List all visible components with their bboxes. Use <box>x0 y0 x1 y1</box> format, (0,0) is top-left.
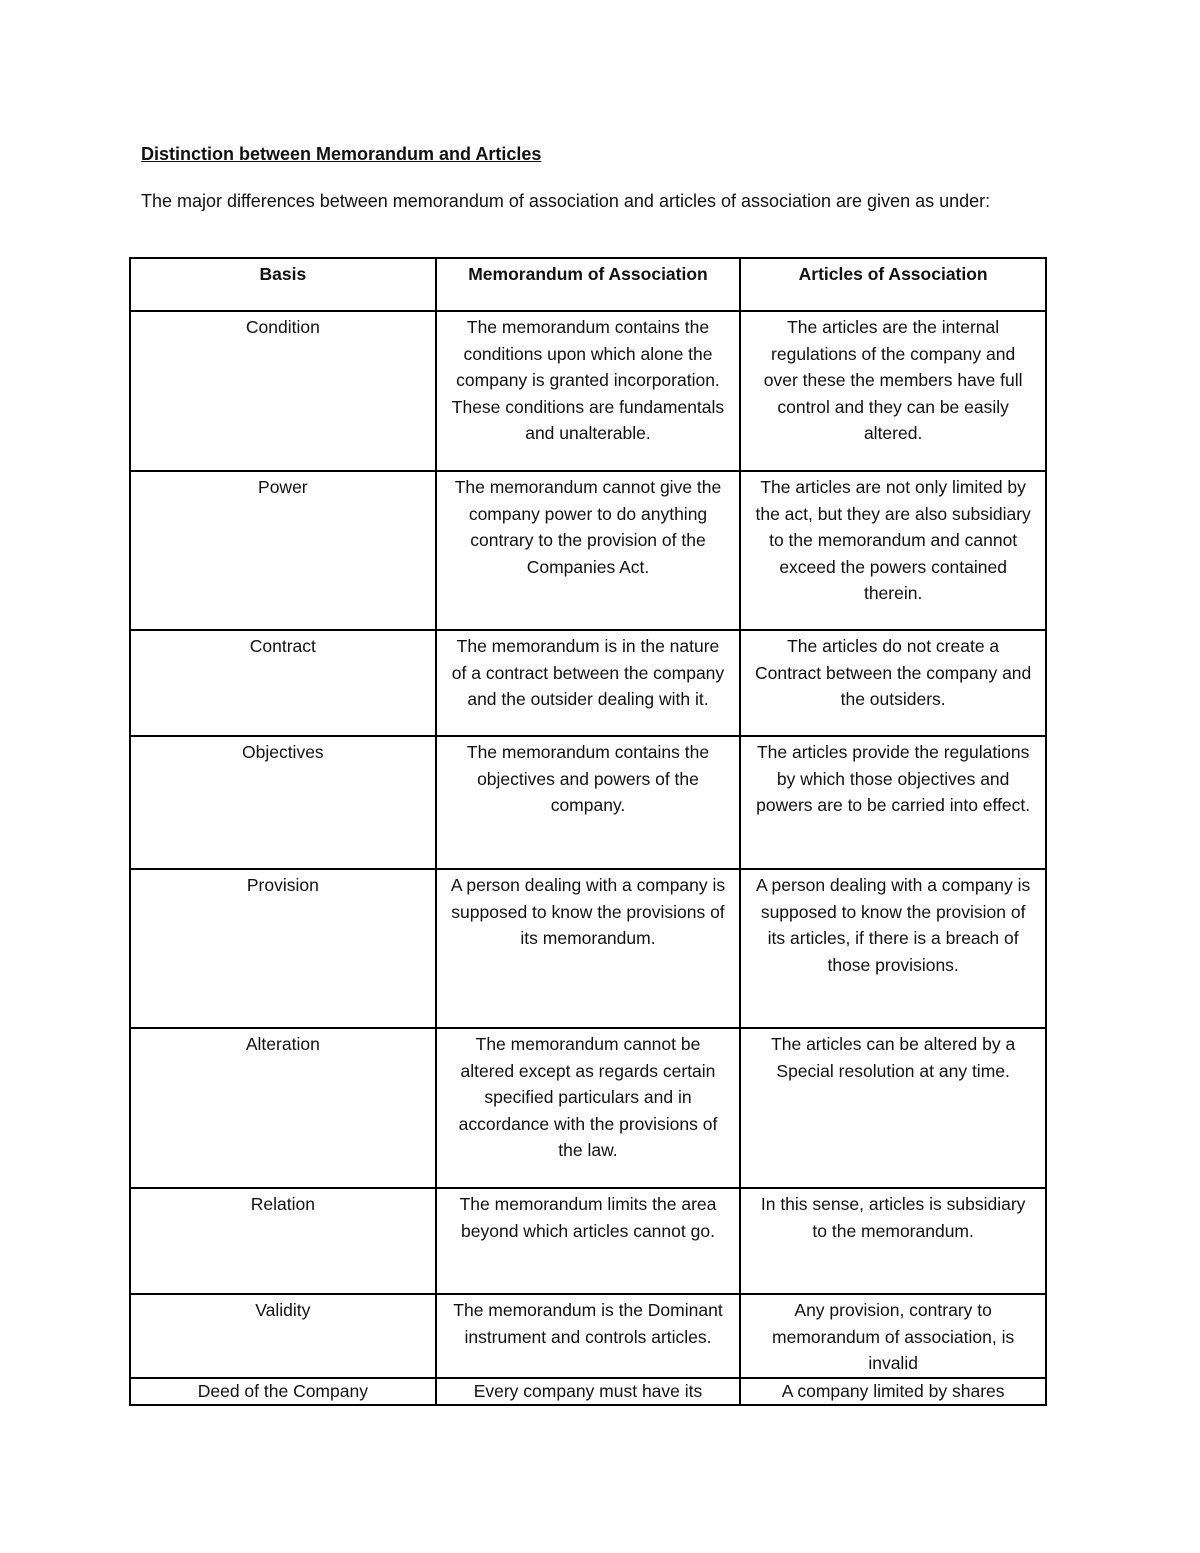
comparison-table <box>129 257 1047 1406</box>
articles-cell: The articles can be altered by a Special resolution at any time. <box>740 1028 1046 1188</box>
table-row <box>130 1188 1046 1294</box>
table-row <box>130 869 1046 1028</box>
memorandum-cell: The memorandum is the Dominant instrument and controls articles. <box>436 1294 741 1378</box>
table-row <box>130 311 1046 471</box>
basis-cell: Deed of the Company <box>130 1378 436 1405</box>
memorandum-cell: The memorandum is in the nature of a contract between the company and the outsider dealing with it. <box>436 630 741 736</box>
header-basis: Basis <box>130 258 436 311</box>
basis-cell: Power <box>130 471 436 630</box>
header-articles: Articles of Association <box>740 258 1046 311</box>
table-row <box>130 471 1046 630</box>
articles-cell: The articles provide the regulations by which those objectives and powers are to be carried into effect. <box>740 736 1046 869</box>
basis-cell: Provision <box>130 869 436 1028</box>
basis-cell: Alteration <box>130 1028 436 1188</box>
table-row <box>130 1378 1046 1405</box>
basis-cell: Relation <box>130 1188 436 1294</box>
intro-paragraph: The major differences between memorandum of association and articles of association are given as under: <box>141 191 991 211</box>
table-header-row <box>130 258 1046 311</box>
basis-cell: Condition <box>130 311 436 471</box>
memorandum-cell: The memorandum cannot be altered except as regards certain specified particulars and in accordance with the provisions of the law. <box>436 1028 741 1188</box>
memorandum-cell: A person dealing with a company is supposed to know the provisions of its memorandum. <box>436 869 741 1028</box>
articles-cell: The articles are the internal regulations of the company and over these the members have full control and they can be easily altered. <box>740 311 1046 471</box>
articles-cell: A company limited by shares <box>740 1378 1046 1405</box>
articles-cell: Any provision, contrary to memorandum of association, is invalid <box>740 1294 1046 1378</box>
header-memorandum: Memorandum of Association <box>436 258 741 311</box>
table-row <box>130 630 1046 736</box>
articles-cell: In this sense, articles is subsidiary to the memorandum. <box>740 1188 1046 1294</box>
table-row <box>130 1028 1046 1188</box>
table-row <box>130 736 1046 869</box>
memorandum-cell: The memorandum cannot give the company power to do anything contrary to the provision of the Companies Act. <box>436 471 741 630</box>
articles-cell: A person dealing with a company is supposed to know the provision of its articles, if there is a breach of those provisions. <box>740 869 1046 1028</box>
memorandum-cell: Every company must have its <box>436 1378 741 1405</box>
basis-cell: Validity <box>130 1294 436 1378</box>
memorandum-cell: The memorandum contains the objectives and powers of the company. <box>436 736 741 869</box>
memorandum-cell: The memorandum limits the area beyond which articles cannot go. <box>436 1188 741 1294</box>
basis-cell: Objectives <box>130 736 436 869</box>
articles-cell: The articles do not create a Contract between the company and the outsiders. <box>740 630 1046 736</box>
articles-cell: The articles are not only limited by the act, but they are also subsidiary to the memorandum and cannot exceed the powers contained therein. <box>740 471 1046 630</box>
table-row <box>130 1294 1046 1378</box>
memorandum-cell: The memorandum contains the conditions upon which alone the company is granted incorporation. These conditions are fundamentals and unalterable. <box>436 311 741 471</box>
document-title: Distinction between Memorandum and Articles <box>141 144 542 164</box>
basis-cell: Contract <box>130 630 436 736</box>
